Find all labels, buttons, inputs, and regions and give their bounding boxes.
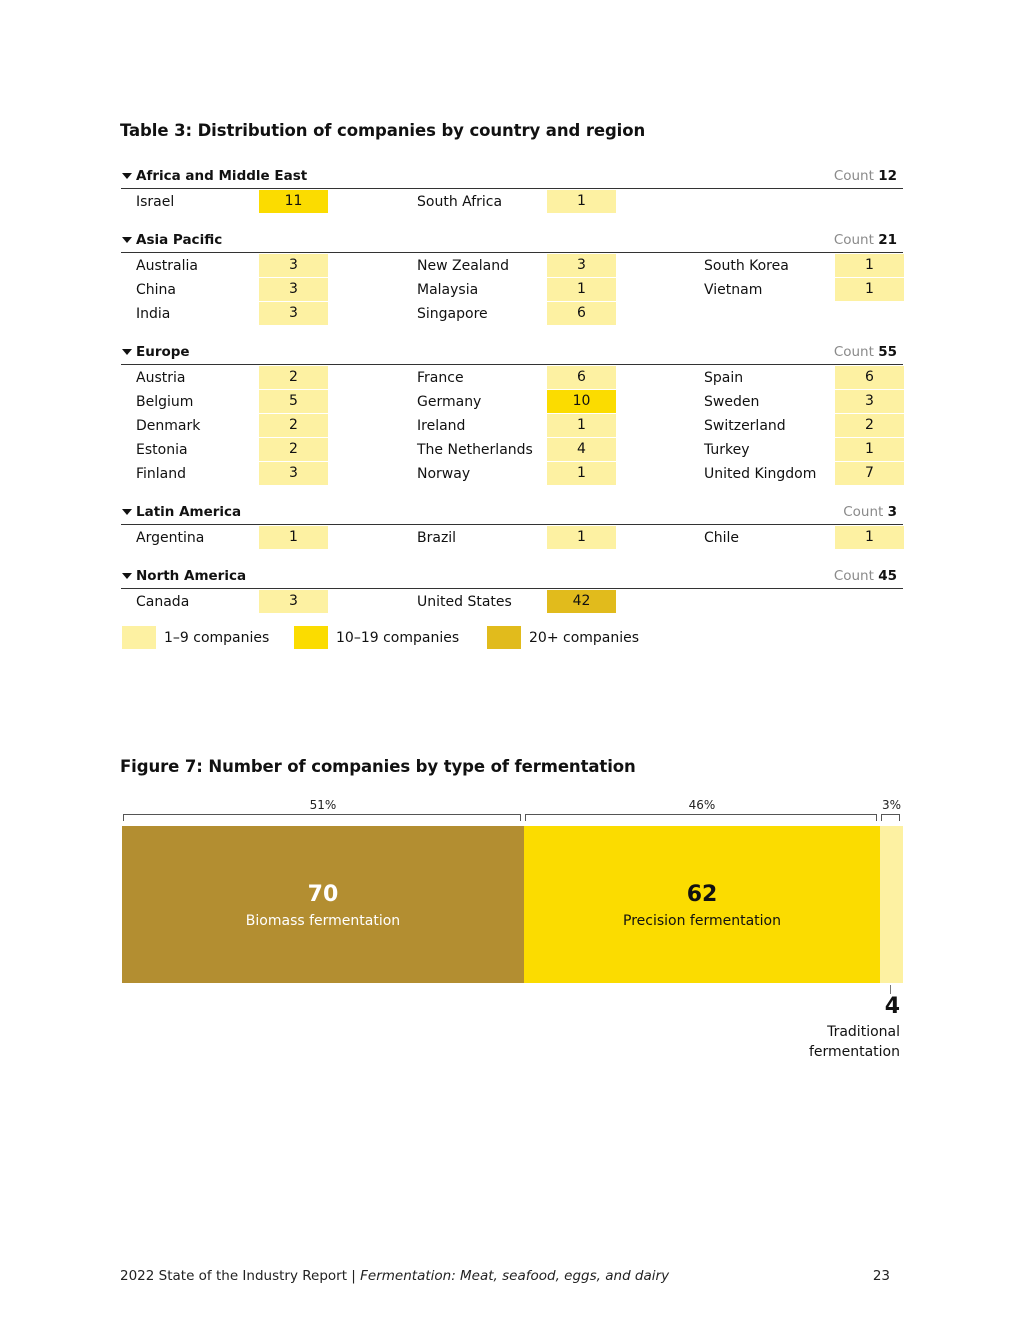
region-rows [121, 589, 903, 614]
segment-value: 70 [307, 882, 339, 907]
country-name: South Korea [704, 258, 789, 274]
country-name: Spain [704, 370, 744, 386]
table-row [121, 366, 903, 390]
region-header [121, 500, 903, 525]
country-name: Norway [417, 466, 471, 482]
country-name: Austria [136, 370, 186, 386]
country-name: Canada [136, 594, 190, 610]
page-number: 23 [872, 1268, 890, 1284]
segment-label: Biomass fermentation [245, 913, 401, 929]
country-name: New Zealand [417, 258, 509, 274]
region-header [121, 164, 903, 189]
company-count: 6 [547, 366, 616, 389]
region-count [843, 504, 897, 520]
bar-segment [880, 826, 903, 983]
region-name: Asia Pacific [136, 232, 223, 248]
region-rows [121, 253, 903, 326]
country-name: Ireland [417, 418, 466, 434]
company-count: 1 [547, 414, 616, 437]
region-count-value: 21 [878, 232, 897, 248]
company-count: 1 [547, 526, 616, 549]
country-name: Turkey [704, 442, 750, 458]
country-name: The Netherlands [417, 442, 533, 458]
company-count: 1 [547, 190, 616, 213]
region-spacer [121, 486, 903, 500]
region-name: North America [136, 568, 247, 584]
region-count-label: Count [833, 568, 879, 584]
company-count: 1 [259, 526, 328, 549]
footer-report-subtitle: Fermentation: Meat, seafood, eggs, and dairy [360, 1268, 670, 1284]
region-count-value: 12 [878, 168, 897, 184]
company-count: 6 [835, 366, 904, 389]
company-count: 3 [259, 254, 328, 277]
country-name: Sweden [704, 394, 760, 410]
company-count: 2 [259, 366, 328, 389]
segment-label: Precision fermentation [623, 913, 781, 929]
region-name: Latin America [136, 504, 242, 520]
legend-label: 10–19 companies [336, 630, 460, 646]
table-legend [122, 626, 722, 650]
country-name: Singapore [417, 306, 488, 322]
country-name: India [136, 306, 171, 322]
company-count: 42 [547, 590, 616, 613]
region-spacer [121, 550, 903, 564]
legend-label: 1–9 companies [164, 630, 270, 646]
region-count-label: Count [833, 168, 879, 184]
table-row [121, 278, 903, 302]
percent-label: 3% [881, 798, 902, 812]
legend-swatch [294, 626, 328, 649]
region-header [121, 340, 903, 365]
table-row [121, 590, 903, 614]
table-row [121, 414, 903, 438]
company-count: 3 [259, 462, 328, 485]
table-row [121, 190, 903, 214]
legend-label: 20+ companies [529, 630, 640, 646]
company-count: 1 [835, 254, 904, 277]
segment-value: 62 [686, 882, 718, 907]
country-name: Belgium [136, 394, 194, 410]
caret-down-icon [122, 509, 132, 515]
table-row [121, 254, 903, 278]
region-count-label: Count [833, 232, 879, 248]
country-name: United States [417, 594, 512, 610]
region-count-label: Count [833, 344, 879, 360]
company-count: 6 [547, 302, 616, 325]
company-count: 1 [835, 438, 904, 461]
country-name: Chile [704, 530, 740, 546]
company-count: 2 [835, 414, 904, 437]
country-name: Argentina [136, 530, 205, 546]
region-rows [121, 525, 903, 550]
country-name: Vietnam [704, 282, 763, 298]
table-row [121, 390, 903, 414]
region-rows [121, 189, 903, 214]
bracket-line [123, 814, 521, 821]
country-name: Malaysia [417, 282, 479, 298]
country-name: Israel [136, 194, 175, 210]
company-count: 5 [259, 390, 328, 413]
region-count-label: Count [843, 504, 888, 520]
region-name: Europe [136, 344, 190, 360]
caret-down-icon [122, 573, 132, 579]
country-name: Finland [136, 466, 187, 482]
country-name: Switzerland [704, 418, 786, 434]
country-name: France [417, 370, 464, 386]
region-rows [121, 365, 903, 486]
country-name: Estonia [136, 442, 188, 458]
bar-segment [122, 826, 524, 983]
country-name: Brazil [417, 530, 457, 546]
region-count-value: 55 [878, 344, 897, 360]
company-count: 3 [259, 278, 328, 301]
region-count-value: 3 [887, 504, 897, 520]
region-count [834, 568, 897, 584]
country-name: United Kingdom [704, 466, 817, 482]
table-row [121, 302, 903, 326]
company-count: 2 [259, 438, 328, 461]
region-count [834, 232, 897, 248]
company-count: 3 [259, 590, 328, 613]
legend-swatch [487, 626, 521, 649]
country-name: China [136, 282, 176, 298]
company-count: 3 [835, 390, 904, 413]
country-name: Germany [417, 394, 482, 410]
region-count-value: 45 [878, 568, 897, 584]
country-name: Australia [136, 258, 198, 274]
table-row [121, 526, 903, 550]
region-spacer [121, 326, 903, 340]
country-region-table [121, 164, 903, 614]
percent-label: 51% [309, 798, 337, 812]
company-count: 1 [835, 526, 904, 549]
region-header [121, 228, 903, 253]
company-count: 7 [835, 462, 904, 485]
company-count: 3 [547, 254, 616, 277]
country-name: South Africa [417, 194, 503, 210]
table-title: Table 3: Distribution of companies by country and region [120, 121, 646, 140]
caret-down-icon [122, 173, 132, 179]
caret-down-icon [122, 349, 132, 355]
region-count [834, 168, 897, 184]
company-count: 11 [259, 190, 328, 213]
company-count: 1 [547, 462, 616, 485]
region-name: Africa and Middle East [136, 168, 308, 184]
footer-report-name: 2022 State of the Industry Report | [120, 1268, 361, 1284]
country-name: Denmark [136, 418, 201, 434]
company-count: 3 [259, 302, 328, 325]
legend-swatch [122, 626, 156, 649]
company-count: 1 [547, 278, 616, 301]
company-count: 1 [835, 278, 904, 301]
traditional-label: Traditional fermentation [808, 1024, 900, 1060]
region-count [834, 344, 897, 360]
company-count: 4 [547, 438, 616, 461]
bracket-line [881, 814, 900, 821]
region-header [121, 564, 903, 589]
company-count: 2 [259, 414, 328, 437]
bar-segment [524, 826, 880, 983]
caret-down-icon [122, 237, 132, 243]
region-spacer [121, 214, 903, 228]
company-count: 10 [547, 390, 616, 413]
footer-report [120, 1268, 669, 1284]
bracket-line [525, 814, 877, 821]
figure-title: Figure 7: Number of companies by type of fermentation [120, 757, 636, 776]
table-row [121, 438, 903, 462]
percent-label: 46% [688, 798, 716, 812]
traditional-leader-line [890, 985, 891, 994]
table-row [121, 462, 903, 486]
traditional-value: 4 [884, 994, 900, 1019]
